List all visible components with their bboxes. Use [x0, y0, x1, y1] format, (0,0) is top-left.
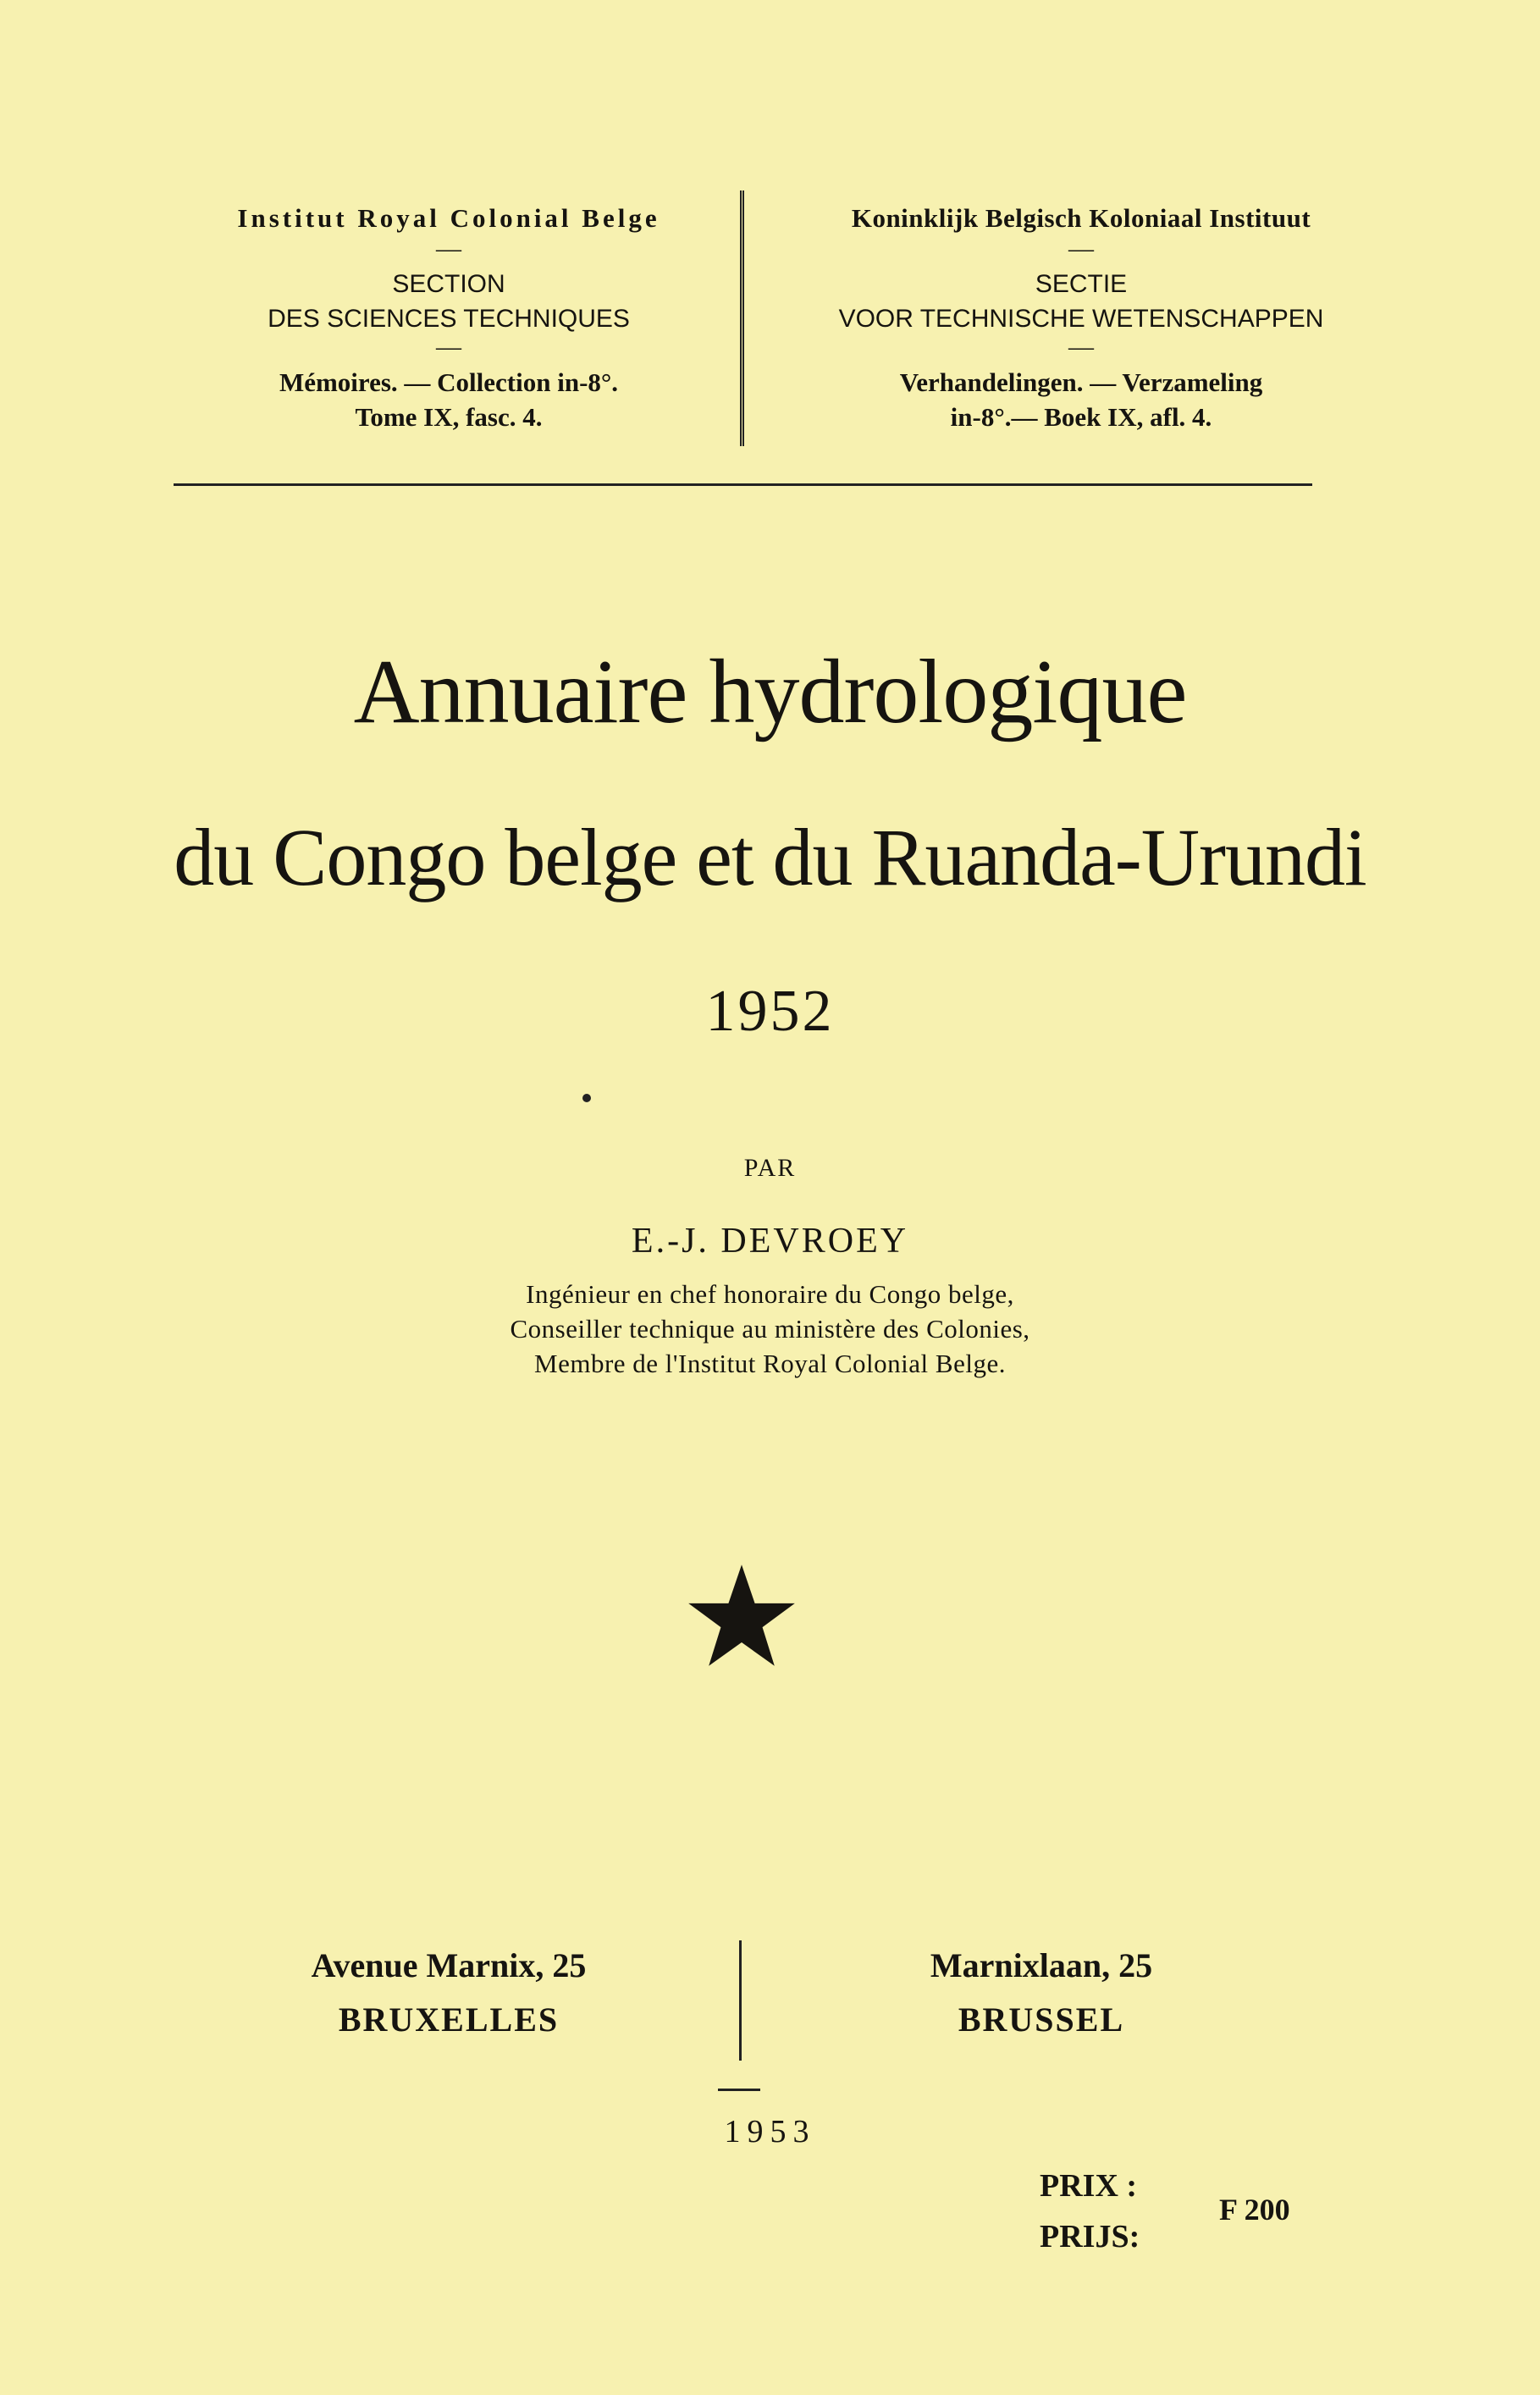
publication-year: 1953: [724, 2114, 816, 2149]
decorative-dot: [582, 1094, 591, 1102]
footer-dash-rule: [718, 2089, 760, 2091]
section-subtitle-fr: DES SCIENCES TECHNIQUES: [268, 305, 630, 333]
credential-line: Conseiller technique au ministère des Colonies,: [510, 1314, 1030, 1344]
footer-divider: [739, 1940, 742, 2061]
header-rule: [174, 483, 1312, 486]
volume-line-fr: Tome IX, fasc. 4.: [355, 402, 543, 432]
price-value: F 200: [1219, 2193, 1290, 2227]
volume-line-nl: in-8°.— Boek IX, afl. 4.: [950, 402, 1212, 432]
header-dash: —: [436, 333, 461, 361]
section-title-nl: SECTIE: [1035, 270, 1128, 298]
author-name: E.-J. DEVROEY: [631, 1222, 909, 1261]
header-dash: —: [436, 235, 461, 262]
title-year: 1952: [705, 979, 835, 1044]
city-fr: BRUXELLES: [338, 2000, 560, 2039]
header-dash: —: [1068, 235, 1094, 262]
institute-name-nl: Koninklijk Belgisch Koloniaal Instituut: [851, 203, 1311, 233]
credential-line: Membre de l'Institut Royal Colonial Belge.: [534, 1349, 1006, 1378]
credential-line: Ingénieur en chef honoraire du Congo belge,: [526, 1279, 1014, 1309]
main-subtitle: du Congo belge et du Ruanda-Urundi: [174, 812, 1366, 902]
address-fr: [186, 1939, 711, 2047]
author-credentials: [0, 1277, 1540, 1381]
collection-line-nl: Verhandelingen. — Verzameling: [899, 367, 1263, 397]
header-left-column: [157, 199, 741, 434]
institute-name-fr: Institut Royal Colonial Belge: [237, 203, 660, 233]
section-subtitle-nl: VOOR TECHNISCHE WETENSCHAPPEN: [838, 305, 1324, 333]
price-label-nl: PRIJS:: [1040, 2219, 1140, 2254]
header-right-column: [755, 199, 1407, 434]
header-divider: [740, 190, 744, 446]
star-icon: [686, 1564, 798, 1671]
main-title: Annuaire hydrologique: [353, 642, 1187, 742]
address-nl: [779, 1939, 1304, 2047]
price-label-fr: PRIX :: [1040, 2168, 1138, 2204]
section-title-fr: SECTION: [392, 270, 505, 298]
header-dash: —: [1068, 333, 1094, 361]
collection-line-fr: Mémoires. — Collection in-8°.: [279, 367, 619, 397]
street-nl: Marnixlaan, 25: [930, 1946, 1153, 1984]
street-fr: Avenue Marnix, 25: [311, 1946, 587, 1984]
city-nl: BRUSSEL: [958, 2000, 1125, 2039]
by-label: PAR: [743, 1154, 797, 1182]
price-labels: [1040, 2160, 1140, 2262]
